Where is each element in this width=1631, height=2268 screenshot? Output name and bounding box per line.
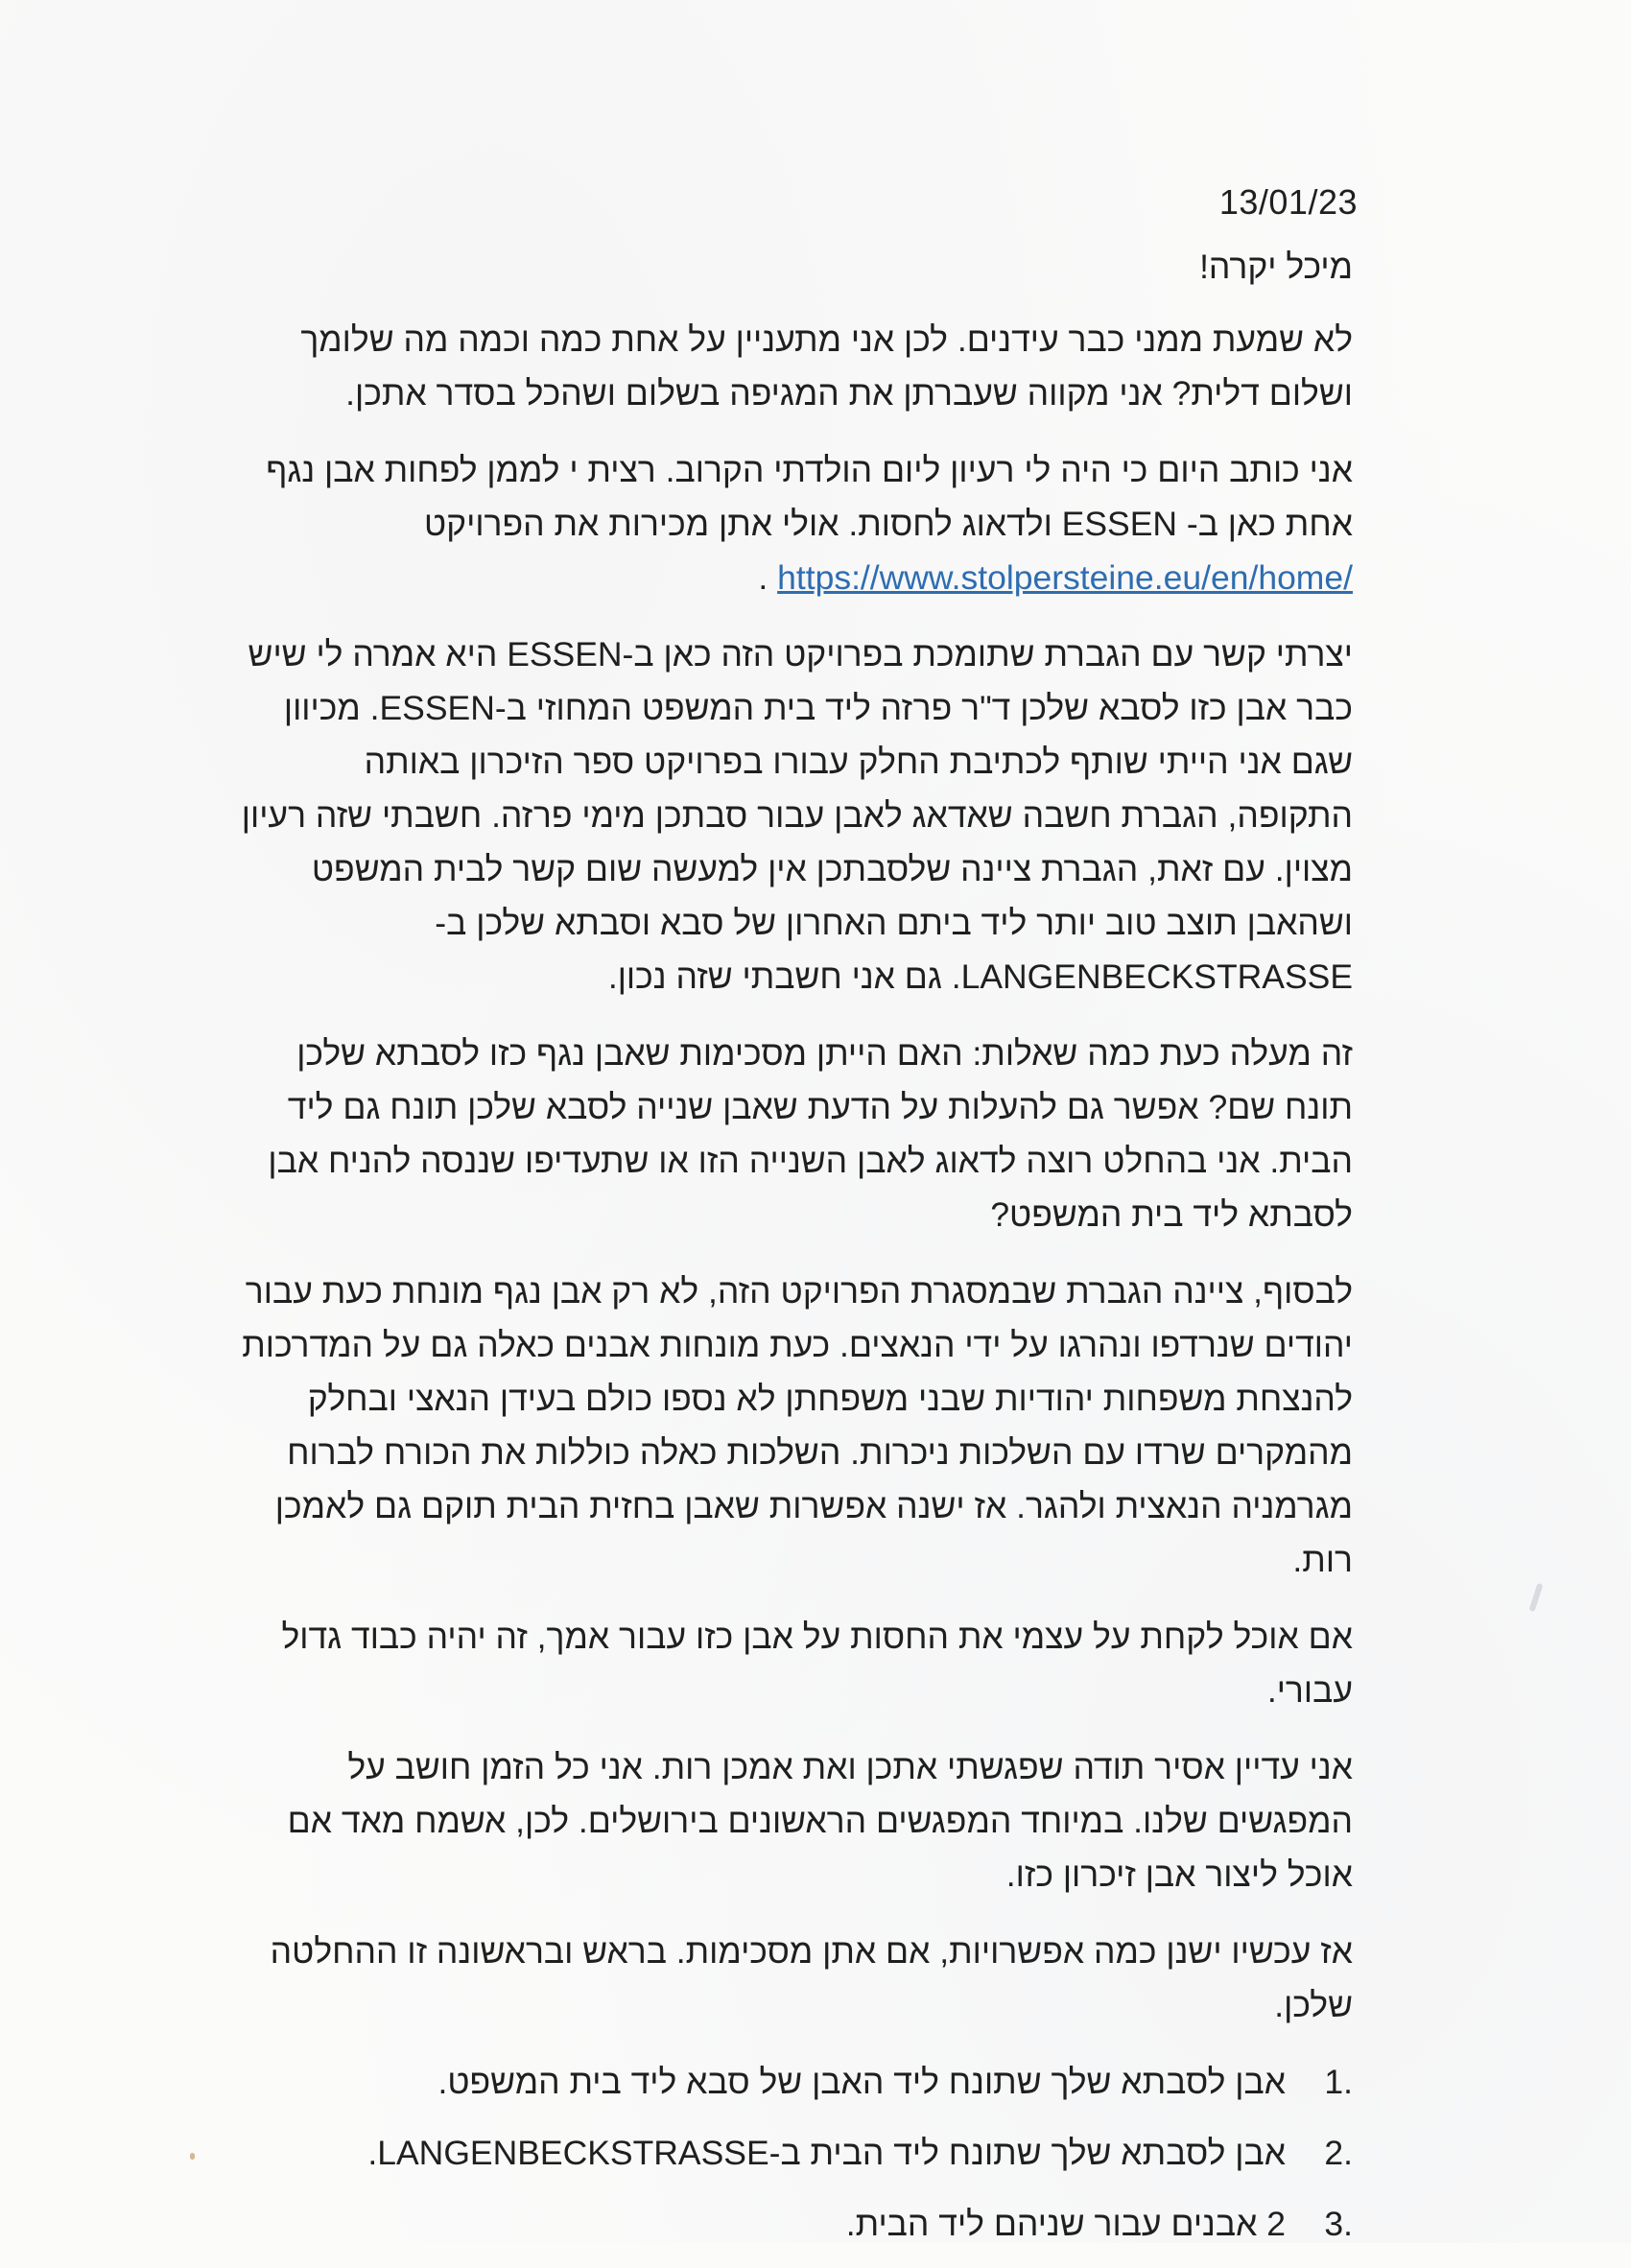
options-list (240, 2055, 1353, 2251)
option-number: 2. (1324, 2134, 1353, 2172)
paragraph-2-end: . (758, 558, 768, 597)
paragraph-3: יצרתי קשר עם הגברת שתומכת בפרויקט הזה כאן ב-ESSEN היא אמרה לי שיש כבר אבן כזו לסבא שלכן ד"ר פרזה ליד בית המשפט המחוזי ב-ESSEN. מכיוון שגם אני הייתי שותף לכתיבת החלק עבורו בפרויקט ספר הזיכרון באותה התקופה, הגברת חשבה שאדאג לאבן עבור סבתכן מימי פרזה. חשבתי שזה רעיון מצוין. עם זאת, הגברת ציינה שלסבתכן אין למעשה שום קשר לבית המשפט ושהאבן תוצב טוב יותר ליד ביתם האחרון של סבא וסבתא שלכן ב-LANGENBECKSTRASSE. גם אני חשבתי שזה נכון. (241, 635, 1353, 996)
option-text: אבן לסבתא שלך שתונח ליד הבית ב-LANGENBECKSTRASSE. (367, 2134, 1286, 2172)
paragraph-1: לא שמעת ממני כבר עידנים. לכן אני מתעניין על אחת כמה וכמה מה שלומך ושלום דלית? אני מקווה שעברתן את המגיפה בשלום ושהכל בסדר אתכן. (300, 320, 1353, 413)
option-number: 3. (1324, 2205, 1353, 2243)
option-text: 2 אבנים עבור שניהם ליד הבית. (845, 2205, 1286, 2243)
letter-date: 13/01/23 (1218, 182, 1358, 222)
scan-artifact-dot (190, 2153, 195, 2160)
letter-body (240, 240, 1353, 2268)
paragraph-8: אז עכשיו ישנן כמה אפשרויות, אם אתן מסכימות. בראש ובראשונה זו ההחלטה שלכן. (270, 1932, 1353, 2024)
option-text: אבן לסבתא שלך שתונח ליד האבן של סבא ליד בית המשפט. (437, 2063, 1286, 2101)
paragraph-2 (240, 443, 1353, 604)
scan-artifact-mark (1529, 1583, 1544, 1612)
letter-greeting: מיכל יקרה! (1199, 248, 1353, 286)
list-item (240, 2055, 1353, 2109)
option-number: 1. (1324, 2063, 1353, 2101)
list-item (240, 2126, 1353, 2180)
paragraph-2-text: אני כותב היום כי היה לי רעיון ליום הולדתי הקרוב. רצית י לממן לפחות אבן נגף אחת כאן ב- ESSEN ולדאוג לחסות. אולי אתן מכירות את הפרויקט (266, 451, 1353, 543)
paragraph-7: אני עדיין אסיר תודה שפגשתי אתכן ואת אמכן רות. אני כל הזמן חושב על המפגשים שלנו. במיוחד המפגשים הראשונים בירושלים. לכן, אשמח מאד אם אוכל ליצור אבן זיכרון כזו. (287, 1748, 1353, 1894)
project-link[interactable]: https://www.stolpersteine.eu/en/home/ (777, 558, 1353, 597)
paragraph-5: לבסוף, ציינה הגברת שבמסגרת הפרויקט הזה, לא רק אבן נגף מונחת כעת עבור יהודים שנרדפו ונהרגו על ידי הנאצים. כעת מונחות אבנים כאלה גם על המדרכות להנצחת משפחות יהודיות שבני משפחתן לא נספו כולם בעידן הנאצי ובחלק מהמקרים שרדו עם השלכות ניכרות. השלכות כאלה כוללות את הכורח לברוח מגרמניה הנאצית ולהגר. אז ישנה אפשרות שאבן בחזית הבית תוקם גם לאמכן רות. (242, 1272, 1353, 1579)
paragraph-6: אם אוכל לקחת על עצמי את החסות על אבן כזו עבור אמך, זה יהיה כבוד גדול עבורי. (281, 1618, 1353, 1710)
paragraph-4: זה מעלה כעת כמה שאלות: האם הייתן מסכימות שאבן נגף כזו לסבתא שלכן תונח שם? אפשר גם להעלות על הדעת שאבן שנייה לסבא שלכן תונח גם ליד הבית. אני בהחלט רוצה לדאוג לאבן השנייה הזו או שתעדיפו שננסה להניח אבן לסבתא ליד בית המשפט? (268, 1034, 1353, 1234)
